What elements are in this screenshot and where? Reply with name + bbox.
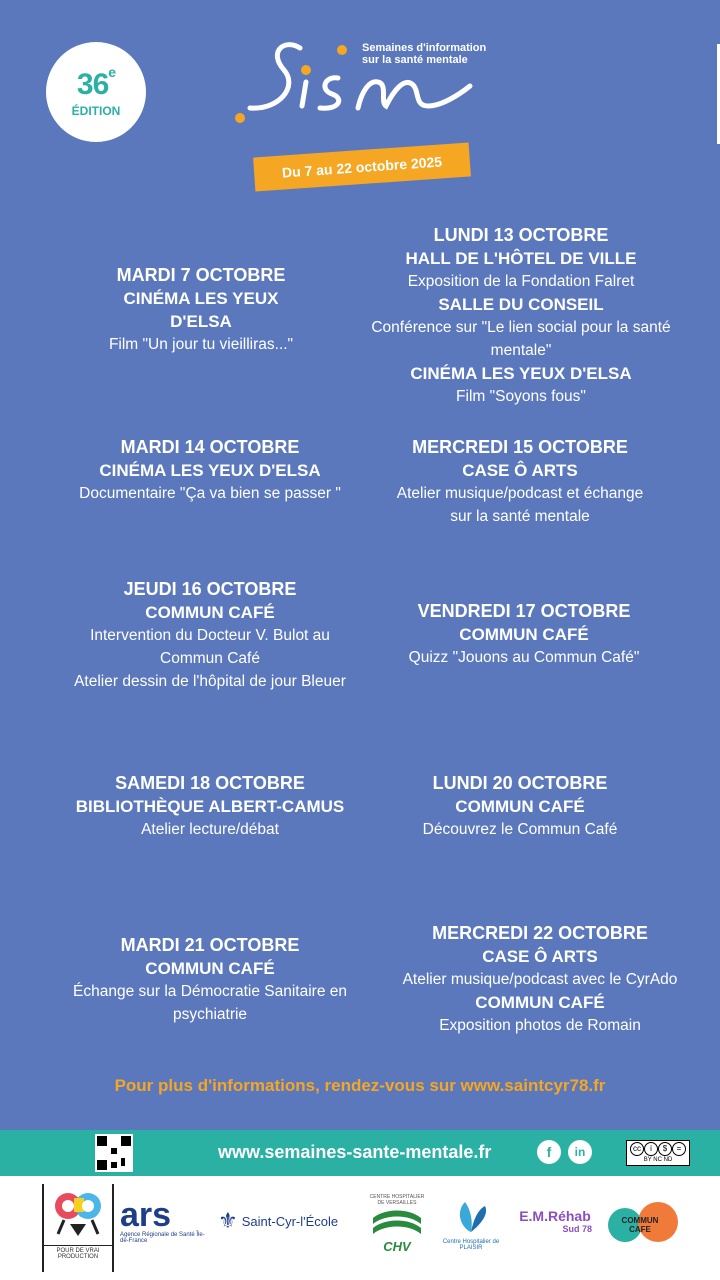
event-jeudi-16 <box>40 578 380 693</box>
event-day: JEUDI 16 OCTOBRE <box>123 579 297 599</box>
facebook-icon[interactable]: f <box>537 1140 561 1164</box>
event-vendredi-17 <box>384 600 664 669</box>
ars-subtitle: Agence Régionale de Santé Île-de-France <box>120 1232 205 1244</box>
event-samedi-18 <box>40 772 380 841</box>
em-rehab-label: E.M.Réhab <box>519 1208 591 1224</box>
em-rehab-sub: Sud 78 <box>562 1224 592 1234</box>
event-desc: Atelier musique/podcast et échange sur la santé mentale <box>396 485 644 525</box>
commun-cafe-logo <box>608 1202 680 1246</box>
event-place: BIBLIOTHÈQUE ALBERT-CAMUS <box>75 797 345 816</box>
edition-number: 36e <box>76 64 116 101</box>
event-mardi-21 <box>40 934 380 1026</box>
more-info-link[interactable]: Pour plus d'informations, rendez-vous sur www.saintcyr78.fr <box>114 1076 606 1095</box>
creative-commons-badge: cc i $ = BY NC ND <box>626 1140 690 1166</box>
pour-de-vrai-logo <box>42 1184 114 1272</box>
sism-tagline <box>362 42 486 66</box>
event-place: COMMUN CAFÉ <box>475 993 605 1012</box>
event-mercredi-15 <box>380 436 660 528</box>
event-desc: Atelier dessin de l'hôpital de jour Bleuer <box>74 673 346 690</box>
commun-cafe-label: COMMUN CAFE <box>621 1216 659 1234</box>
event-mardi-14 <box>40 436 380 505</box>
event-desc: Échange sur la Démocratie Sanitaire en psychiatrie <box>73 983 347 1023</box>
event-desc: Atelier lecture/débat <box>141 821 279 838</box>
crest-icon: ⚜ <box>218 1208 238 1233</box>
event-place: SALLE DU CONSEIL <box>438 295 604 314</box>
event-mardi-7 <box>62 264 340 356</box>
event-lundi-13 <box>354 224 688 408</box>
ars-logo <box>120 1198 210 1244</box>
event-place: CINÉMA LES YEUX D'ELSA <box>99 461 321 480</box>
pour-de-vrai-label: POUR DE VRAI PRODUCTION <box>44 1245 112 1260</box>
cc-label: BY NC ND <box>643 1157 673 1163</box>
qr-code-icon[interactable] <box>95 1134 133 1172</box>
saint-cyr-logo <box>218 1208 358 1234</box>
ars-wordmark: ars <box>120 1196 172 1234</box>
edition-label: ÉDITION <box>71 104 121 118</box>
event-day: LUNDI 20 OCTOBRE <box>432 773 608 793</box>
chv-top-label: CENTRE HOSPITALIER DE VERSAILLES <box>369 1194 425 1206</box>
event-desc: Exposition de la Fondation Falret <box>407 273 635 290</box>
event-lundi-20 <box>380 772 660 841</box>
chv-wave-icon <box>369 1206 425 1236</box>
date-range-banner: Du 7 au 22 octobre 2025 <box>253 143 471 192</box>
event-place: CINÉMA LES YEUX D'ELSA <box>123 289 279 331</box>
em-rehab-logo <box>512 1208 598 1234</box>
event-desc: Quizz "Jouons au Commun Café" <box>408 649 640 666</box>
event-place: COMMUN CAFÉ <box>145 603 275 622</box>
event-desc: Exposition photos de Romain <box>439 1017 641 1034</box>
event-desc: Découvrez le Commun Café <box>422 821 618 838</box>
ch-plaisir-logo <box>436 1198 506 1251</box>
event-place: COMMUN CAFÉ <box>455 797 585 816</box>
event-day: MERCREDI 22 OCTOBRE <box>432 923 648 943</box>
ch-plaisir-label: Centre Hospitalier de PLAISIR <box>442 1239 500 1251</box>
event-place: COMMUN CAFÉ <box>459 625 589 644</box>
event-desc: Conférence sur "Le lien social pour la santé mentale" <box>371 319 671 359</box>
event-desc: Film "Un jour tu vieilliras..." <box>108 336 294 353</box>
event-day: MARDI 7 OCTOBRE <box>116 265 286 285</box>
edition-badge <box>46 42 146 142</box>
event-day: SAMEDI 18 OCTOBRE <box>115 773 305 793</box>
event-desc: Film "Soyons fous" <box>456 388 586 405</box>
event-place: CASE Ô ARTS <box>482 947 598 966</box>
butterfly-icon <box>451 1198 491 1236</box>
event-day: VENDREDI 17 OCTOBRE <box>417 601 631 621</box>
event-day: MARDI 21 OCTOBRE <box>120 935 300 955</box>
event-place: CASE Ô ARTS <box>462 461 578 480</box>
event-mercredi-22 <box>370 922 710 1037</box>
tagline-line-2: sur la santé mentale <box>362 54 468 66</box>
event-desc: Intervention du Docteur V. Bulot au Commun Café <box>90 627 330 667</box>
character-icon <box>48 1184 108 1242</box>
event-day: MARDI 14 OCTOBRE <box>120 437 300 457</box>
event-day: LUNDI 13 OCTOBRE <box>433 225 609 245</box>
tagline-line-1: Semaines d'information <box>362 42 487 54</box>
event-day: MERCREDI 15 OCTOBRE <box>412 437 628 457</box>
event-place: COMMUN CAFÉ <box>145 959 275 978</box>
chv-label: CHV <box>383 1239 411 1254</box>
event-place: HALL DE L'HÔTEL DE VILLE <box>405 249 637 268</box>
saint-cyr-label: Saint-Cyr-l'École <box>241 1213 339 1229</box>
event-desc: Atelier musique/podcast avec le CyrAdo <box>402 971 678 988</box>
linkedin-icon[interactable]: in <box>568 1140 592 1164</box>
website-link[interactable]: www.semaines-sante-mentale.fr <box>218 1142 492 1162</box>
chv-logo <box>368 1194 426 1254</box>
event-place: CINÉMA LES YEUX D'ELSA <box>410 364 632 383</box>
event-desc: Documentaire "Ça va bien se passer " <box>79 485 341 502</box>
